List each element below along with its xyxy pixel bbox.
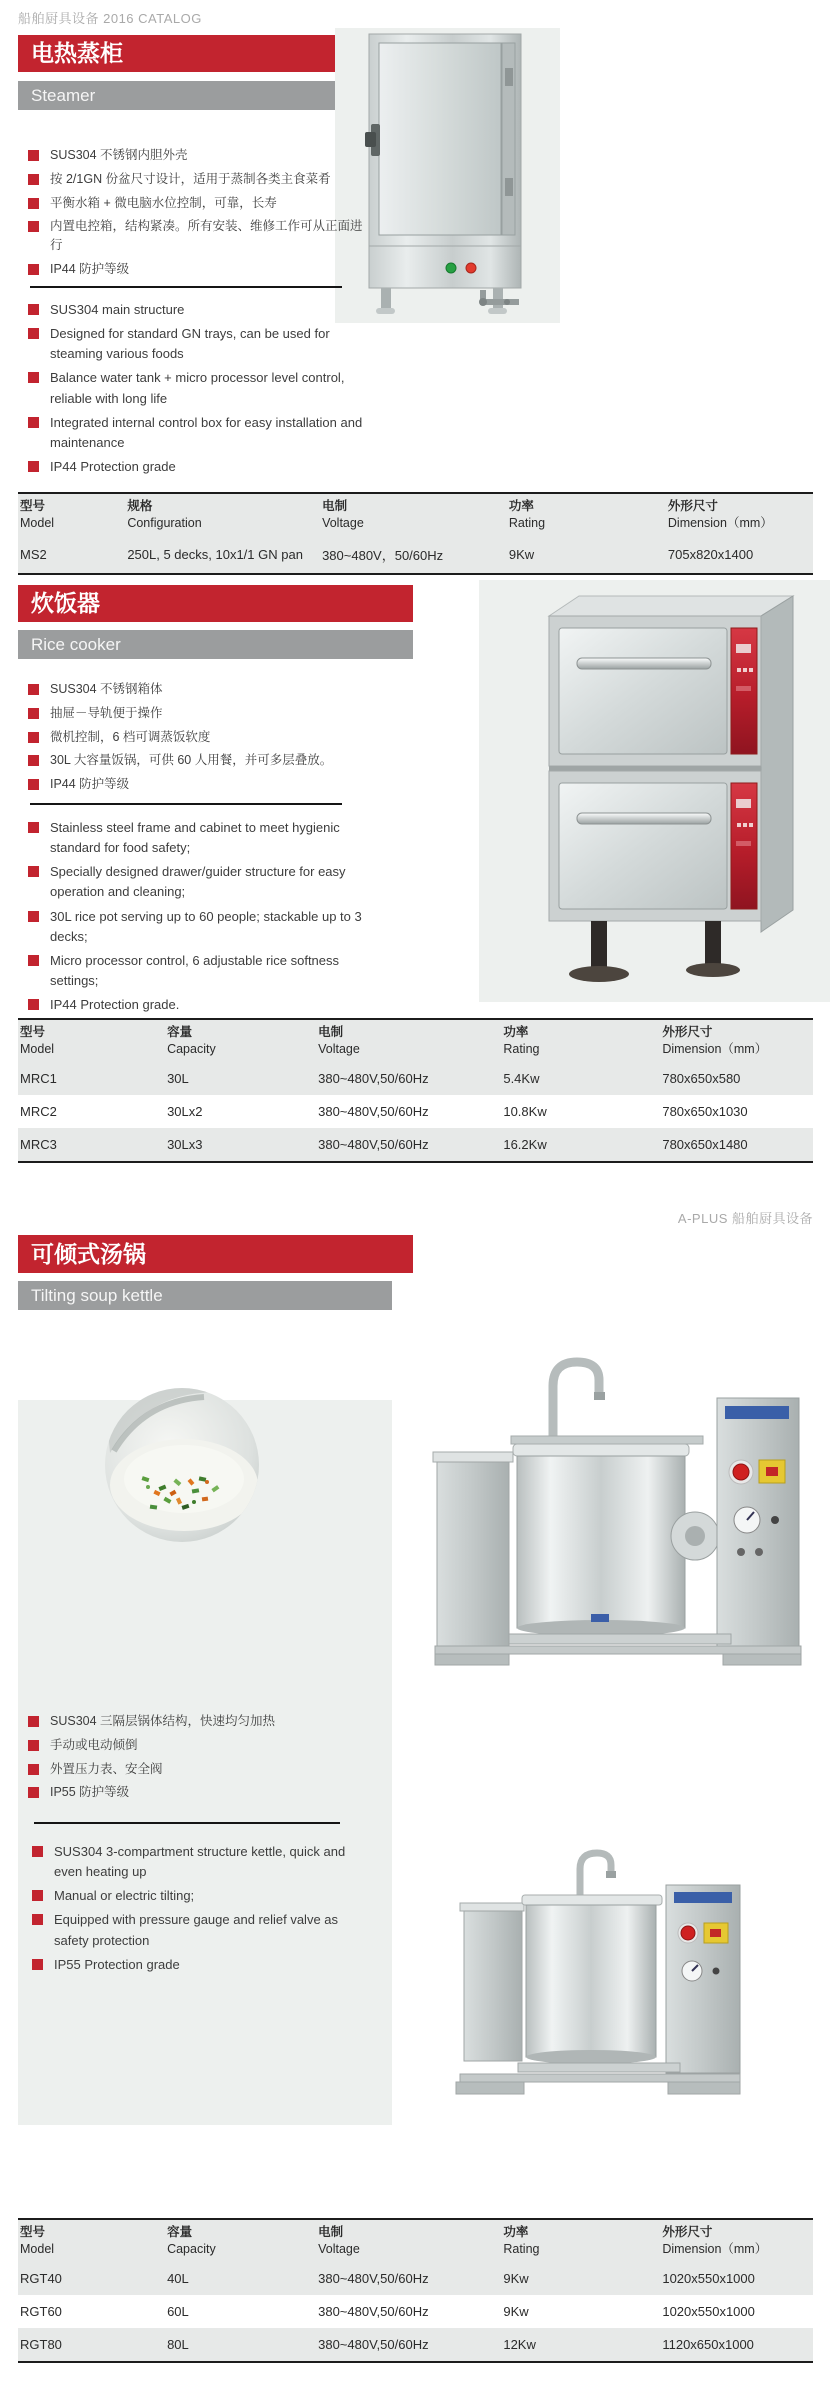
bullet-square-icon [28, 221, 39, 232]
table-header-cell [507, 493, 666, 536]
divider [30, 803, 342, 805]
header-en: Model [20, 1041, 55, 1056]
bullet-square-icon [28, 755, 39, 766]
steamer-image-panel [335, 28, 560, 323]
steamer-product-photo [335, 28, 560, 323]
bullet-text: SUS304 不锈钢箱体 [50, 682, 163, 696]
bullet-text: 内置电控箱，结构紧凑。所有安装、维修工作可从正面进行 [50, 219, 363, 252]
bullet-square-icon [28, 1740, 39, 1751]
list-item [28, 413, 364, 453]
table-cell: 1120x650x1000 [662, 2336, 754, 2352]
list-item [28, 704, 364, 723]
bullet-square-icon [28, 1787, 39, 1798]
table-cell: 30L [167, 1070, 189, 1086]
table-cell: 380~480V,50/60Hz [318, 1136, 429, 1152]
bullet-text: IP44 防护等级 [50, 777, 130, 791]
bullet-square-icon [32, 1890, 43, 1901]
bullet-square-icon [28, 1764, 39, 1775]
table-cell: MRC3 [20, 1136, 57, 1152]
list-item [28, 680, 364, 699]
header-cn: 功率 [508, 499, 534, 513]
bullet-square-icon [28, 866, 39, 877]
bullet-text: Balance water tank + micro processor level control, reliable with long life [50, 370, 345, 406]
table-header-cell [666, 493, 813, 536]
bullet-square-icon [28, 198, 39, 209]
header-en: Rating [503, 1041, 540, 1056]
divider [34, 1822, 340, 1824]
table-body [18, 1062, 813, 1162]
section-title-steamer: 电热蒸柜 [18, 35, 413, 72]
divider [30, 286, 342, 288]
header-en: Dimension（mm） [667, 515, 773, 530]
table-row [18, 2262, 813, 2295]
table-row [18, 1128, 813, 1162]
table-header-cell [125, 493, 320, 536]
table-header-cell [165, 1019, 316, 1062]
list-item [28, 260, 364, 279]
table-cell: 30Lx2 [167, 1103, 203, 1119]
header-cn: 规格 [127, 499, 153, 513]
table-header-cell [316, 1019, 501, 1062]
table-cell: 30Lx3 [167, 1136, 203, 1152]
list-item [28, 995, 364, 1015]
table-header-cell [501, 1019, 660, 1062]
table-cell: RGT60 [20, 2303, 62, 2319]
list-item [28, 751, 364, 770]
bullet-square-icon [28, 732, 39, 743]
list-item [28, 217, 364, 255]
bullet-text: Designed for standard GN trays, can be used for steaming various foods [50, 326, 330, 362]
table-cell: MS2 [20, 546, 47, 562]
bullet-text: Integrated internal control box for easy installation and maintenance [50, 414, 363, 450]
bullet-text: 外置压力表、安全阀 [50, 1761, 163, 1776]
header-cn: 容量 [167, 2225, 193, 2239]
list-item [28, 170, 364, 189]
list-item [28, 1783, 364, 1802]
table-cell: 9Kw [508, 546, 535, 562]
bullet-text: Manual or electric tilting; [54, 1888, 195, 1904]
header-cn: 型号 [20, 2225, 46, 2239]
header-cn: 功率 [503, 1025, 529, 1039]
header-cn: 型号 [20, 1025, 46, 1039]
header-cn: 功率 [503, 2225, 529, 2239]
table-cell: 380~480V,50/60Hz [318, 2270, 429, 2286]
bullet-square-icon [28, 150, 39, 161]
header-cn: 外形尺寸 [662, 2225, 713, 2239]
bullet-square-icon [28, 822, 39, 833]
list-item [28, 775, 364, 794]
rice-cooker-bullets-en [28, 818, 364, 1019]
bullet-text: 30L 大容量饭锅，可供 60 人用餐，并可多层叠放。 [50, 753, 333, 768]
bullet-text: IP44 Protection grade. [50, 997, 180, 1013]
table-header-cell [18, 493, 125, 536]
bullet-square-icon [28, 328, 39, 339]
page-header: 船舶厨具设备 2016 CATALOG [18, 11, 202, 26]
bullet-square-icon [28, 1716, 39, 1727]
table-header-row [18, 493, 813, 536]
table-cell: 10.8Kw [503, 1103, 547, 1119]
table-header-cell [501, 2219, 660, 2262]
header-en: Model [20, 2241, 55, 2256]
list-item [32, 1955, 354, 1975]
table-cell: 1020x550x1000 [662, 2303, 755, 2319]
list-item [28, 324, 364, 364]
kettle-bullets-en [32, 1842, 354, 1979]
kettle-spec-table [18, 2218, 813, 2363]
table-cell: 780x650x1480 [662, 1136, 748, 1152]
table-cell: 380~480V，50/60Hz [322, 547, 444, 563]
bullet-text: 平衡水箱 + 微电脑水位控制，可靠，长寿 [50, 195, 277, 210]
table-header-row [18, 1019, 813, 1062]
list-item [28, 194, 364, 213]
table-header-cell [320, 493, 507, 536]
rice-cooker-product-photo [479, 580, 830, 1002]
table-row [18, 536, 813, 574]
table-body [18, 536, 813, 574]
bullet-square-icon [28, 264, 39, 275]
header-en: Capacity [167, 2241, 216, 2256]
table-cell: 40L [167, 2270, 189, 2286]
table-header-cell [18, 2219, 165, 2262]
table-header-cell [660, 2219, 813, 2262]
table-header-cell [660, 1019, 813, 1062]
table-header-row [18, 2219, 813, 2262]
bullet-text: IP55 Protection grade [54, 1956, 180, 1972]
bullet-text: IP55 防护等级 [50, 1785, 130, 1800]
tilting-kettle-photo-2 [430, 1845, 775, 2125]
table-row [18, 2295, 813, 2328]
bullet-square-icon [28, 955, 39, 966]
table-cell: 5.4Kw [503, 1070, 540, 1086]
table-header-cell [165, 2219, 316, 2262]
rice-cooker-spec-table [18, 1018, 813, 1163]
list-item [28, 300, 364, 320]
table-cell: 705x820x1400 [667, 546, 754, 562]
table-cell: 780x650x580 [662, 1070, 741, 1086]
table-cell: 80L [167, 2336, 189, 2352]
header-cn: 电制 [318, 1025, 344, 1039]
table-cell: 12Kw [503, 2336, 536, 2352]
table-row [18, 1095, 813, 1128]
bullet-text: Stainless steel frame and cabinet to meet hygienic standard for food safety; [50, 820, 340, 856]
table-cell: MRC2 [20, 1103, 57, 1119]
list-item [28, 1760, 364, 1779]
bullet-text: Equipped with pressure gauge and relief valve as safety protection [54, 1912, 339, 1948]
header-cn: 容量 [167, 1025, 193, 1039]
section-title-kettle: 可倾式汤锅 [18, 1235, 413, 1273]
tilting-kettle-photo-1 [425, 1340, 830, 1670]
bullet-square-icon [32, 1914, 43, 1925]
bullet-square-icon [28, 684, 39, 695]
list-item [28, 862, 364, 902]
table-body [18, 2262, 813, 2362]
list-item [28, 1712, 364, 1731]
soup-photo [104, 1387, 260, 1543]
section-title-rice-cooker: 炊饭器 [18, 585, 413, 622]
list-item [28, 368, 364, 408]
table-cell: 9Kw [503, 2270, 529, 2286]
bullet-square-icon [32, 1959, 43, 1970]
bullet-text: 30L rice pot serving up to 60 people; stackable up to 3 decks; [50, 908, 362, 944]
list-item [32, 1842, 354, 1882]
table-cell: RGT80 [20, 2336, 62, 2352]
table-row [18, 2328, 813, 2362]
table-cell: 60L [167, 2303, 189, 2319]
bullet-text: 抽屉－导轨便于操作 [50, 705, 163, 720]
section-subtitle-steamer: Steamer [18, 81, 413, 110]
steamer-spec-table [18, 492, 813, 575]
bullet-text: 手动或电动倾倒 [50, 1737, 138, 1752]
section-subtitle-rice-cooker: Rice cooker [18, 630, 413, 659]
bullet-text: IP44 Protection grade [50, 458, 176, 474]
bullet-square-icon [28, 999, 39, 1010]
bullet-text: SUS304 3-compartment structure kettle, quick and even heating up [54, 1844, 346, 1880]
header-en: Voltage [318, 2241, 360, 2256]
list-item [28, 907, 364, 947]
header-en: Capacity [167, 1041, 216, 1056]
header-cn: 型号 [20, 499, 46, 513]
section-subtitle-kettle: Tilting soup kettle [18, 1281, 392, 1310]
table-cell: 380~480V,50/60Hz [318, 2336, 429, 2352]
table-cell: 9Kw [503, 2303, 529, 2319]
list-item [28, 457, 364, 477]
bullet-text: SUS304 三隔层锅体结构，快速均匀加热 [50, 1714, 276, 1728]
list-item [32, 1910, 354, 1950]
table-cell: 250L, 5 decks, 10x1/1 GN pan [127, 546, 303, 562]
list-item [28, 728, 364, 747]
header-en: Dimension（mm） [662, 1041, 768, 1056]
bullet-square-icon [28, 911, 39, 922]
header-en: Configuration [127, 515, 202, 530]
bullet-text: 按 2/1GN 份盆尺寸设计，适用于蒸制各类主食菜肴 [50, 171, 331, 186]
table-cell: 16.2Kw [503, 1136, 547, 1152]
header-cn: 外形尺寸 [662, 1025, 713, 1039]
bullet-square-icon [32, 1846, 43, 1857]
header-en: Rating [508, 515, 546, 530]
bullet-square-icon [28, 174, 39, 185]
bullet-square-icon [28, 779, 39, 790]
brand-line: A-PLUS 船舶厨具设备 [677, 1211, 813, 1226]
kettle-bullets-cn [28, 1712, 364, 1807]
steamer-bullets-en [28, 300, 364, 481]
rice-cooker-image-panel [479, 580, 830, 1002]
list-item [28, 1736, 364, 1755]
bullet-text: 微机控制，6 档可调蒸饭软度 [50, 729, 211, 744]
table-header-cell [18, 1019, 165, 1062]
bullet-square-icon [28, 372, 39, 383]
table-cell: 380~480V,50/60Hz [318, 1103, 429, 1119]
bullet-text: Specially designed drawer/guider structure for easy operation and cleaning; [50, 864, 346, 900]
bullet-square-icon [28, 304, 39, 315]
list-item [28, 146, 364, 165]
table-row [18, 1062, 813, 1095]
bullet-square-icon [28, 461, 39, 472]
list-item [28, 818, 364, 858]
header-en: Rating [503, 2241, 540, 2256]
bullet-text: IP44 防护等级 [50, 261, 130, 276]
header-en: Dimension（mm） [662, 2241, 768, 2256]
header-cn: 外形尺寸 [667, 499, 718, 513]
table-cell: 380~480V,50/60Hz [318, 2303, 429, 2319]
header-en: Model [20, 515, 55, 530]
bullet-text: SUS304 main structure [50, 302, 185, 317]
bullet-text: Micro processor control, 6 adjustable rice softness settings; [50, 952, 340, 988]
bullet-square-icon [28, 417, 39, 428]
bullet-square-icon [28, 708, 39, 719]
table-cell: MRC1 [20, 1070, 57, 1086]
list-item [32, 1886, 354, 1906]
header-en: Voltage [322, 515, 364, 530]
rice-cooker-bullets-cn [28, 680, 364, 799]
bullet-text: SUS304 不锈钢内胆外壳 [50, 148, 188, 162]
header-cn: 电制 [318, 2225, 344, 2239]
table-cell: 380~480V,50/60Hz [318, 1070, 429, 1086]
list-item [28, 951, 364, 991]
table-header-cell [316, 2219, 501, 2262]
table-cell: RGT40 [20, 2270, 62, 2286]
table-cell: 1020x550x1000 [662, 2270, 755, 2286]
header-en: Voltage [318, 1041, 360, 1056]
header-cn: 电制 [322, 499, 348, 513]
steamer-bullets-cn [28, 146, 364, 284]
table-cell: 780x650x1030 [662, 1103, 748, 1119]
